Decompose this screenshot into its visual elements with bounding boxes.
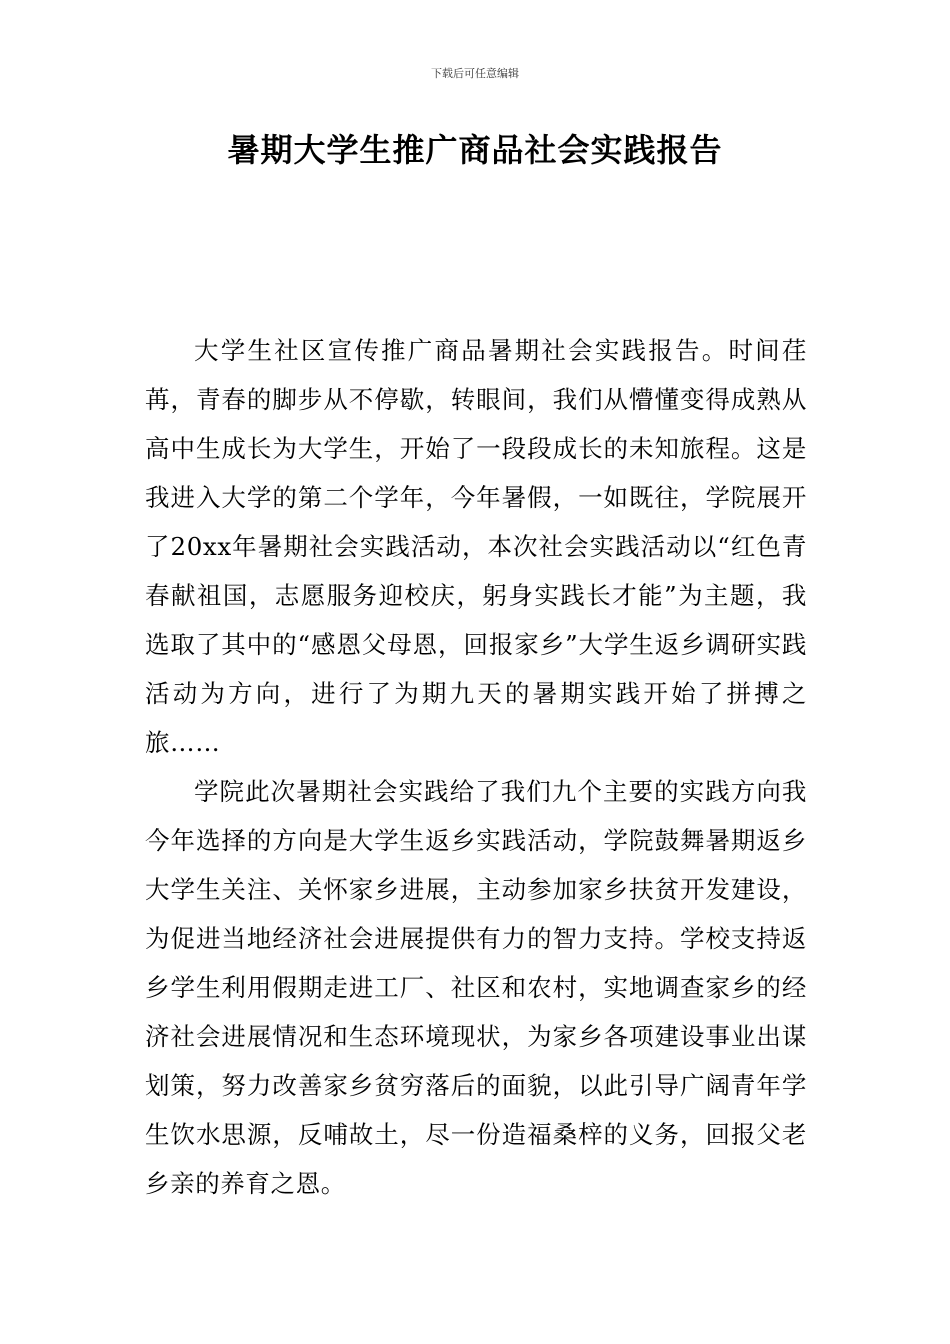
body-paragraph-1: 大学生社区宣传推广商品暑期社会实践报告。时间荏苒，青春的脚步从不停歇，转眼间，我们从懵懂变得成熟从高中生成长为大学生，开始了一段段成长的未知旅程。这是我进入大学的第二个学年，今年暑假，一如既往，学院展开了20xx年暑期社会实践活动，本次社会实践活动以“红色青春献祖国，志愿服务迎校庆，躬身实践长才能”为主题，我选取了其中的“感恩父母恩，回报家乡”大学生返乡调研实践活动为方向，进行了为期九天的暑期实践开始了拼搏之旅…… <box>145 336 807 757</box>
document-title: 暑期大学生推广商品社会实践报告 <box>227 131 723 169</box>
body-paragraph-2: 学院此次暑期社会实践给了我们九个主要的实践方向我今年选择的方向是大学生返乡实践活动，学院鼓舞暑期返乡大学生关注、关怀家乡进展，主动参加家乡扶贫开发建设，为促进当地经济社会进展提供有力的智力支持。学校支持返乡学生利用假期走进工厂、社区和农村，实地调查家乡的经济社会进展情况和生态环境现状，为家乡各项建设事业出谋划策，努力改善家乡贫穷落后的面貌，以此引导广阔青年学生饮水思源，反哺故土，尽一份造福桑梓的义务，回报父老乡亲的养育之恩。 <box>145 777 807 1198</box>
header-note: 下载后可任意编辑 <box>431 67 519 80</box>
document-body <box>145 326 807 1208</box>
